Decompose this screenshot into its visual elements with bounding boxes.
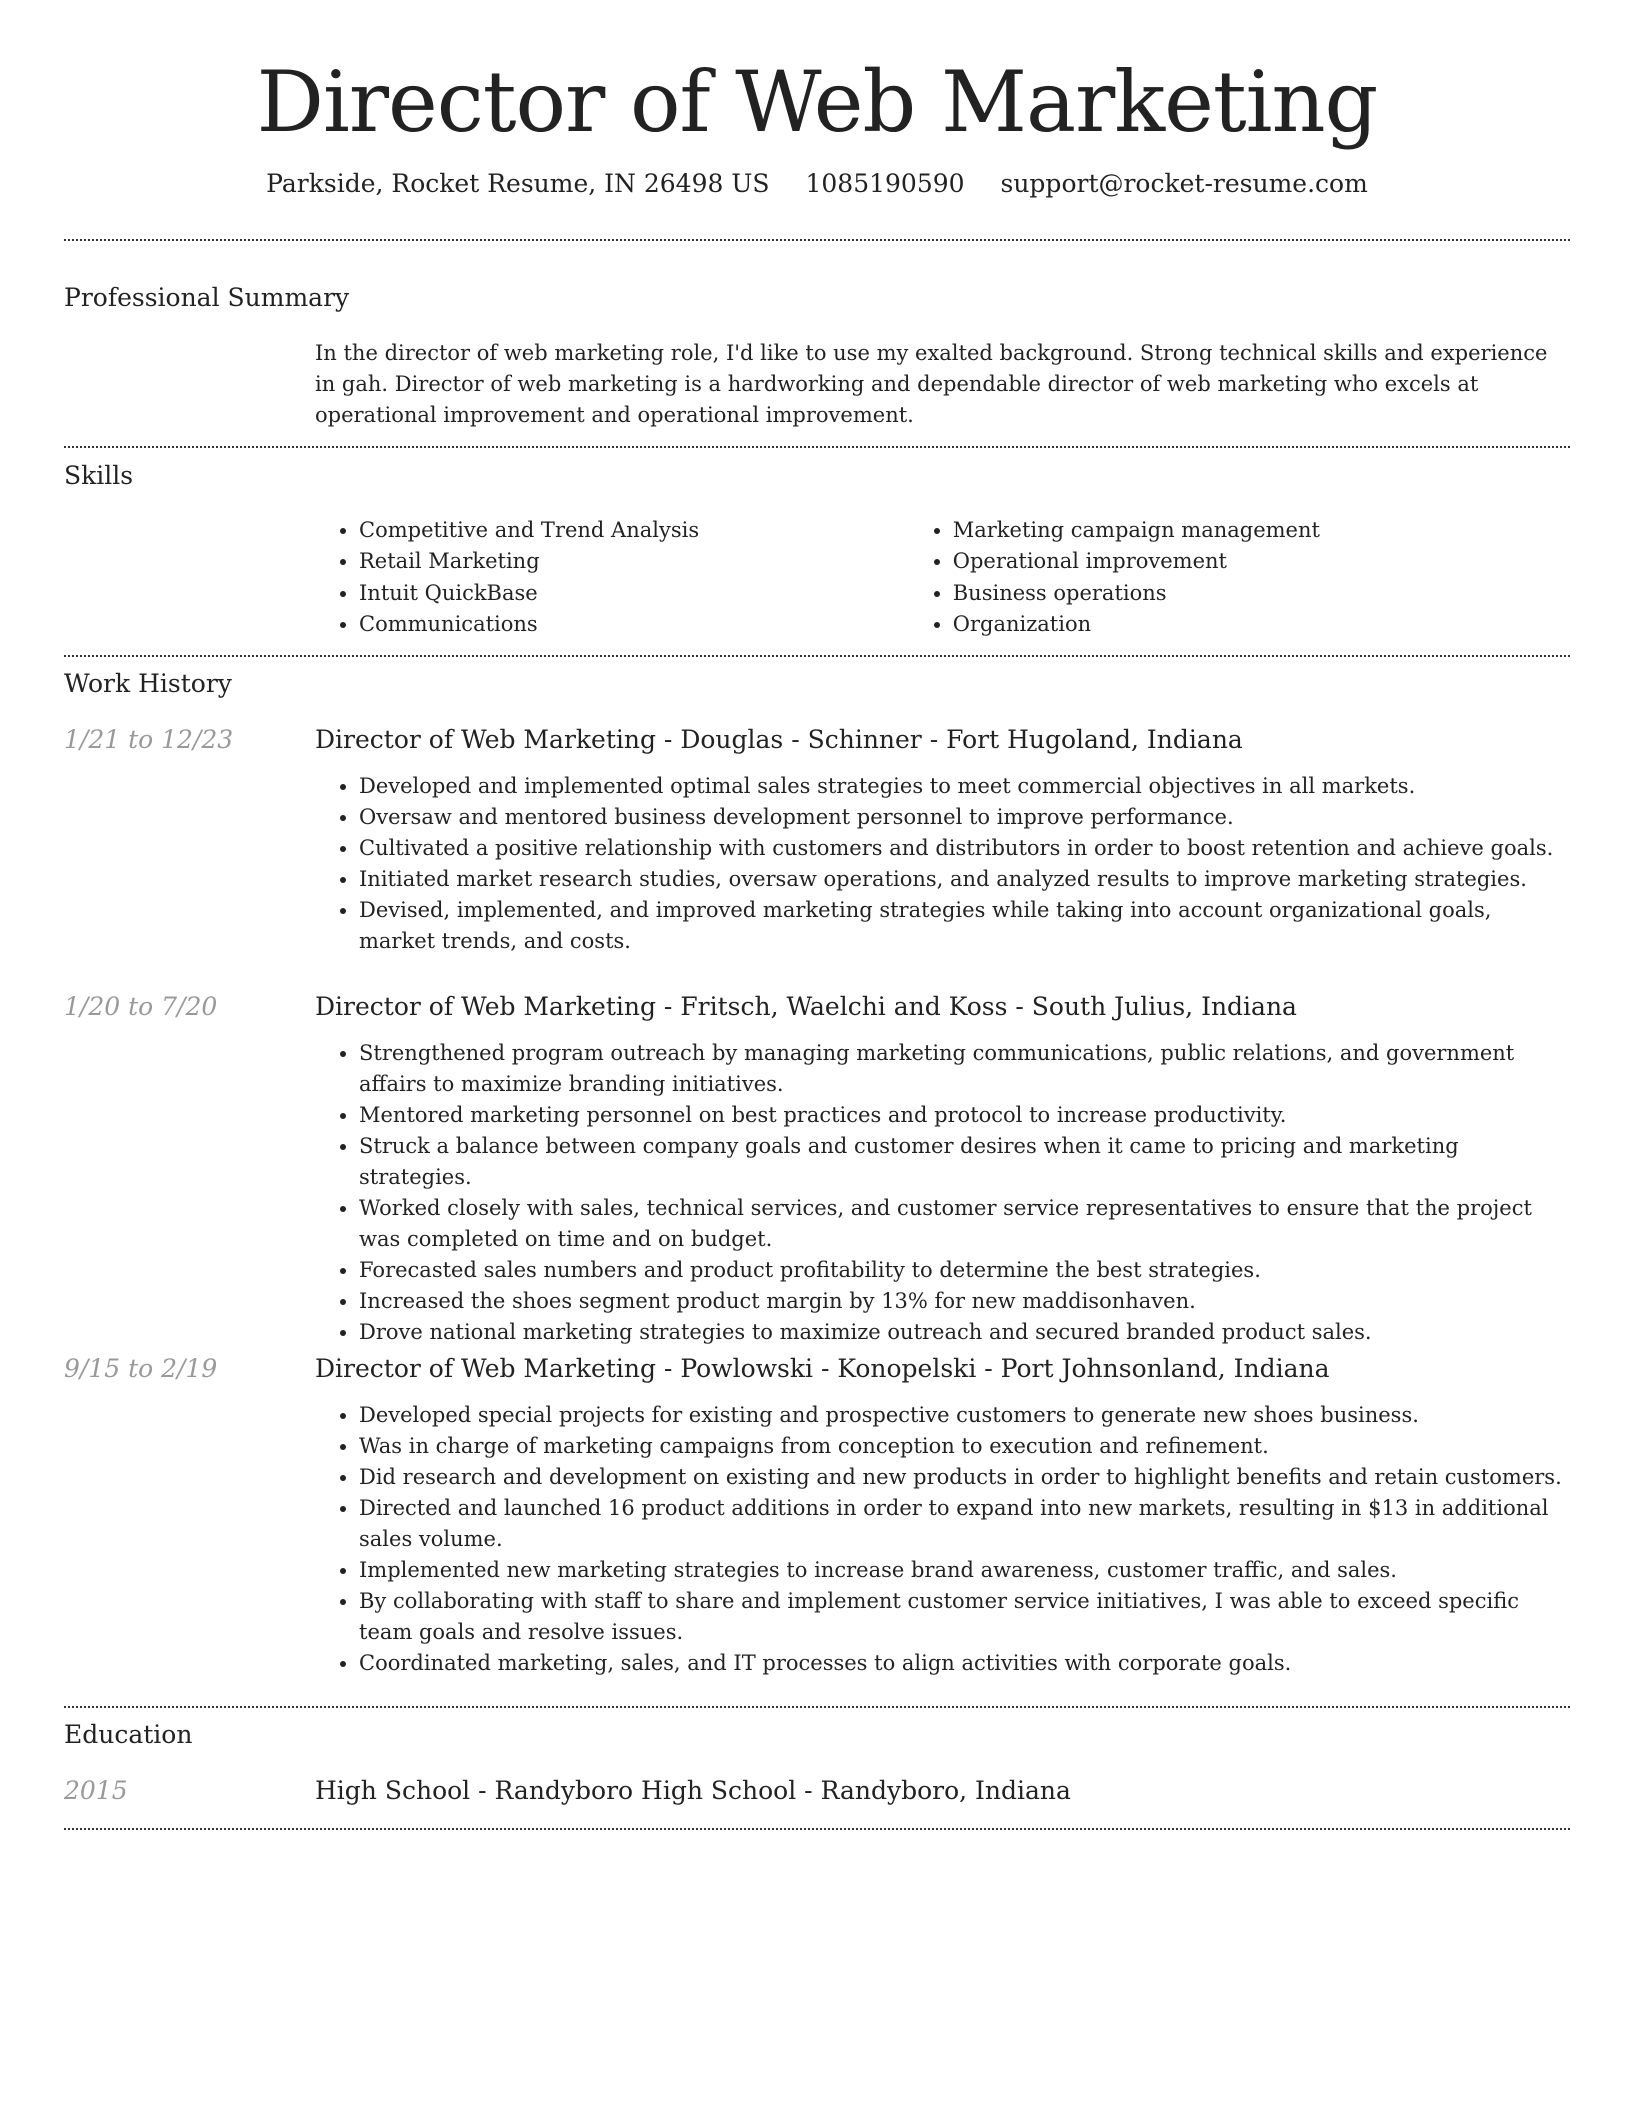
job-entry — [315, 1352, 1570, 1679]
skills-block — [315, 515, 1570, 640]
job-entry — [315, 723, 1570, 957]
section-heading-skills: Skills — [64, 461, 134, 490]
list-item: • Mentored marketing personnel on best practices and protocol to increase productivity. — [359, 1100, 1570, 1131]
divider — [64, 655, 1570, 657]
job-title: Director of Web Marketing - Fritsch, Waelchi and Koss - South Julius, Indiana — [315, 992, 1297, 1021]
list-item: • Developed special projects for existing and prospective customers to generate new shoes business. — [359, 1400, 1570, 1431]
list-item: • Cultivated a positive relationship with customers and distributors in order to boost retention and achieve goals. — [359, 833, 1570, 864]
list-item: • By collaborating with staff to share and implement customer service initiatives, I was able to exceed specific team goals and resolve issues. — [359, 1586, 1570, 1648]
education-entry — [315, 1774, 1570, 1808]
skills-list-right — [909, 515, 1570, 640]
list-item: • Did research and development on existing and new products in order to highlight benefits and retain customers. — [359, 1462, 1570, 1493]
skill-item: • Competitive and Trend Analysis — [359, 515, 909, 546]
list-item: • Drove national marketing strategies to maximize outreach and secured branded product sales. — [359, 1317, 1570, 1348]
skill-item: • Communications — [359, 609, 909, 640]
job-dates: 1/20 to 7/20 — [64, 992, 218, 1021]
job-bullets — [315, 771, 1570, 957]
list-item: • Forecasted sales numbers and product profitability to determine the best strategies. — [359, 1255, 1570, 1286]
list-item: • Oversaw and mentored business development personnel to improve performance. — [359, 802, 1570, 833]
resume-page — [64, 0, 1570, 1805]
divider — [64, 239, 1570, 241]
contact-email: support@rocket-resume.com — [1000, 169, 1368, 198]
resume-title: Director of Web Marketing — [256, 53, 1378, 151]
list-item: • Devised, implemented, and improved marketing strategies while taking into account organizational goals, market trends, and costs. — [359, 895, 1570, 957]
list-item: • Was in charge of marketing campaigns from conception to execution and refinement. — [359, 1431, 1570, 1462]
list-item: • Increased the shoes segment product margin by 13% for new maddisonhaven. — [359, 1286, 1570, 1317]
skill-item: • Retail Marketing — [359, 546, 909, 577]
list-item: • Coordinated marketing, sales, and IT processes to align activities with corporate goals. — [359, 1648, 1570, 1679]
list-item: • Worked closely with sales, technical services, and customer service representatives to ensure that the project was completed on time and on budget. — [359, 1193, 1570, 1255]
skill-item: • Business operations — [953, 578, 1570, 609]
skills-list-left — [315, 515, 909, 640]
contact-address: Parkside, Rocket Resume, IN 26498 US — [266, 169, 770, 198]
list-item: • Strengthened program outreach by managing marketing communications, public relations, and government affairs to maximize branding initiatives. — [359, 1038, 1570, 1100]
education-date: 2015 — [64, 1776, 128, 1805]
job-dates: 9/15 to 2/19 — [64, 1354, 218, 1383]
list-item: • Implemented new marketing strategies to increase brand awareness, customer traffic, and sales. — [359, 1555, 1570, 1586]
contact-line — [64, 166, 1570, 202]
divider — [64, 446, 1570, 448]
job-entry — [315, 990, 1570, 1348]
list-item: • Struck a balance between company goals and customer desires when it came to pricing and marketing strategies. — [359, 1131, 1570, 1193]
job-bullets — [315, 1400, 1570, 1679]
section-heading-education: Education — [64, 1720, 193, 1749]
skill-item: • Marketing campaign management — [953, 515, 1570, 546]
skill-item: • Organization — [953, 609, 1570, 640]
list-item: • Directed and launched 16 product additions in order to expand into new markets, resulting in $13 in additional sales volume. — [359, 1493, 1570, 1555]
list-item: • Developed and implemented optimal sales strategies to meet commercial objectives in all markets. — [359, 771, 1570, 802]
job-dates: 1/21 to 12/23 — [64, 725, 234, 754]
job-title: Director of Web Marketing - Powlowski - Konopelski - Port Johnsonland, Indiana — [315, 1354, 1330, 1383]
divider — [64, 1828, 1570, 1830]
divider — [64, 1706, 1570, 1708]
skill-item: • Intuit QuickBase — [359, 578, 909, 609]
summary-text: In the director of web marketing role, I'd like to use my exalted background. Strong technical skills and experience in gah. Director of web marketing is a hardworking and dependable director of web marketing who excels at operational improvement and operational improvement. — [315, 341, 1548, 427]
job-title: Director of Web Marketing - Douglas - Schinner - Fort Hugoland, Indiana — [315, 725, 1243, 754]
job-bullets — [315, 1038, 1570, 1348]
section-heading-work: Work History — [64, 669, 232, 698]
education-title: High School - Randyboro High School - Randyboro, Indiana — [315, 1776, 1071, 1805]
section-heading-summary: Professional Summary — [64, 283, 350, 312]
contact-phone: 1085190590 — [805, 169, 965, 198]
skill-item: • Operational improvement — [953, 546, 1570, 577]
list-item: • Initiated market research studies, oversaw operations, and analyzed results to improve marketing strategies. — [359, 864, 1570, 895]
summary-block — [315, 338, 1570, 431]
